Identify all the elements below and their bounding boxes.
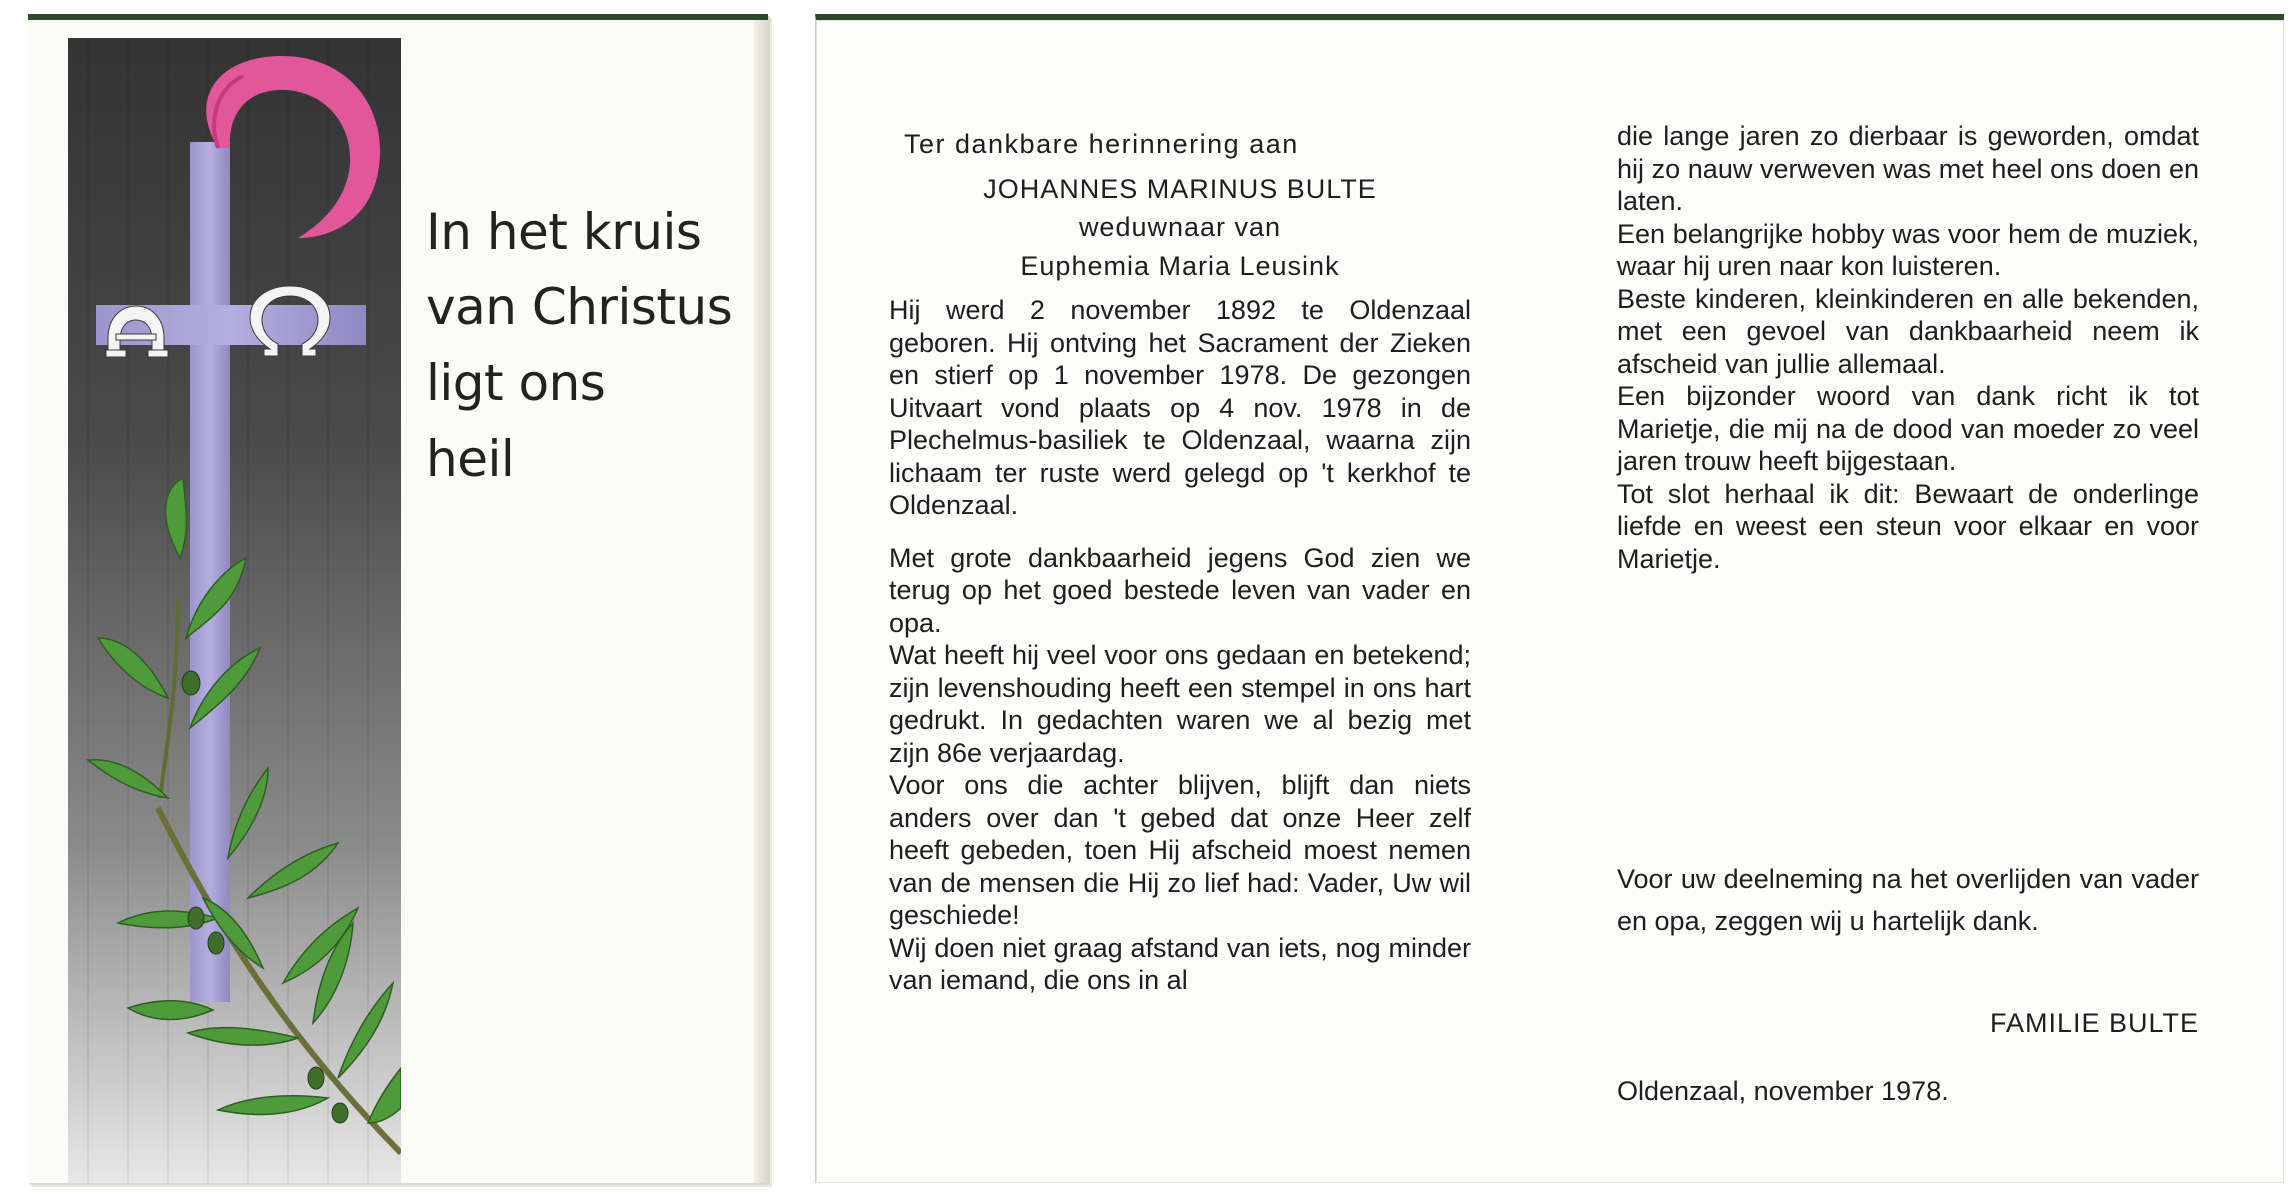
relation-line: weduwnaar van	[1078, 212, 1282, 242]
family-signature: FAMILIE BULTE	[1989, 1008, 2199, 1038]
front-title-line-2: van Christus	[426, 278, 733, 336]
card-edge	[754, 20, 768, 1183]
card-inside	[815, 14, 2284, 1183]
spouse-name: Euphemia Maria Leusink	[1020, 250, 1340, 281]
card-front	[28, 14, 768, 1183]
place-date: Oldenzaal, november 1978.	[1617, 1076, 1949, 1106]
right-column	[1617, 120, 2199, 575]
front-title-line-4: heil	[426, 430, 515, 488]
left-column	[889, 128, 1471, 997]
front-title-line-1: In het kruis	[426, 203, 702, 261]
front-title-line-3: ligt ons	[426, 354, 606, 412]
continuation-paragraph: die lange jaren zo dierbaar is geworden, omdat hij zo nauw verweven was met heel ons doen en laten. Een belangrijke hobby was voor hem de muziek, waar hij uren naar kon luisteren. Beste kinderen, kleinkinderen en alle bekenden, met een gevoel van dankbaarheid neem ik afscheid van jullie allemaal. Een bijzonder woord van dank richt ik tot Marietje, die mij na de dood van moeder zo veel jaren trouw heeft bijgestaan. Tot slot herhaal ik dit: Bewaart de onderlinge liefde en weest een steun voor elkaar en voor Marietje.	[1617, 121, 2199, 574]
cross-artwork	[68, 38, 401, 1183]
intro-line: Ter dankbare herinnering aan	[904, 129, 1299, 159]
remembrance-paragraph: Met grote dankbaarheid jegens God zien we terug op het goed bestede leven van vader en opa. Wat heeft hij veel voor ons gedaan en betekend; zijn levenshouding heeft een stempel in ons hart gedrukt. In gedachten waren we al bezig met zijn 86e verjaardag. Voor ons die achter blijven, blijft dan niets anders over dan 't gebed dat onze Heer zelf heeft gebeden, toen Hij afscheid moest nemen van de mensen die Hij zo lief had: Vader, Uw wil geschiede! Wij doen niet graag afstand van iets, nog minder van iemand, die ons in al	[889, 542, 1471, 995]
biography-paragraph: Hij werd 2 november 1892 te Oldenzaal geboren. Hij ontving het Sacrament der Zieken en stierf op 1 november 1978. De gezongen Uitvaart vond plaats op 4 nov. 1978 in de Plechelmus-basiliek te Oldenzaal, waarna zijn lichaam ter ruste werd gelegd op 't kerkhof te Oldenzaal.	[889, 295, 1471, 520]
thanks-text: Voor uw deelneming na het overlijden van vader en opa, zeggen wij u hartelijk dank.	[1617, 864, 2199, 936]
deceased-name: JOHANNES MARINUS BULTE	[983, 173, 1377, 204]
